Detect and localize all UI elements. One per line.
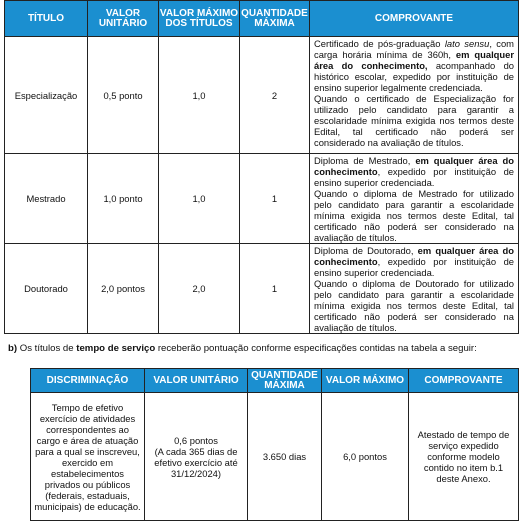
comprovante-paragraph (314, 245, 514, 278)
bold-span: tempo de serviço (76, 343, 156, 354)
comprovante-paragraph (314, 38, 514, 93)
comprovante-paragraph (314, 155, 514, 188)
table-row (5, 154, 519, 244)
cell-comprovante: Atestado de tempo de serviço expedido conforme modelo contido no item b.1 deste Anexo. (409, 393, 519, 521)
cell-valor-unitario: 1,0 ponto (88, 154, 159, 244)
cell-titulo: Mestrado (5, 154, 88, 244)
text-span: , expedido por instituição de ensino superior credenciada. (314, 256, 514, 278)
text-span: Diploma de Doutorado, (314, 245, 418, 256)
header-valor-unitario: VALOR UNITÁRIO (145, 369, 248, 393)
header-quantidade: QUANTIDADE MÁXIMA (240, 1, 310, 37)
tempo-servico-table (30, 368, 519, 521)
cell-comprovante (310, 154, 519, 244)
text-span: Diploma de Mestrado, (314, 155, 416, 166)
titulos-table (4, 0, 519, 334)
text-span: receberão pontuação conforme especificações contidas na tabela a seguir: (155, 343, 477, 354)
header-quantidade: QUANTIDADE MÁXIMA (248, 369, 322, 393)
comprovante-paragraph: Quando o diploma de Mestrado for utilizado pelo candidato para garantir a escolaridade mínima exigida nos termos deste Edital, tal certificado não poderá ser considerado na avaliação de títulos. (314, 188, 514, 243)
valor-unitario-main: 0,6 pontos (174, 434, 218, 446)
cell-quantidade: 2 (240, 37, 310, 154)
table-row (5, 37, 519, 154)
comprovante-paragraph: Quando o diploma de Doutorado for utilizado pelo candidato para garantir a escolaridade mínima exigida nos termos deste Edital, tal certificado não poderá ser considerado na avaliação de títulos. (314, 278, 514, 333)
header-comprovante: COMPROVANTE (310, 1, 519, 37)
cell-quantidade: 3.650 dias (248, 393, 322, 521)
text-span: acompanhado do histórico escolar, expedido por instituição de ensino superior legalmente credenciada. (314, 60, 515, 93)
header-valor-unitario: VALOR UNITÁRIO (88, 1, 159, 37)
cell-valor-maximo: 6,0 pontos (322, 393, 409, 521)
bold-span: em qualquer área do conhecimento (314, 245, 514, 267)
table-row (5, 244, 519, 334)
cell-titulo: Especialização (5, 37, 88, 154)
valor-unitario-note: (A cada 365 dias de efetivo exercício até 31/12/2024) (154, 445, 238, 479)
text-span: Os títulos de (17, 343, 77, 354)
cell-discriminacao: Tempo de efetivo exercício de atividades correspondentes ao cargo e área de atuação para a qual se inscreveu, exercido em estabelecimentos privados ou públicos (federais, estaduais, municipais) de educação. (31, 393, 145, 521)
cell-valor-maximo: 1,0 (159, 37, 240, 154)
text-span: , expedido por instituição de ensino superior credenciada. (314, 166, 514, 188)
cell-comprovante (310, 244, 519, 334)
cell-valor-unitario: 2,0 pontos (88, 244, 159, 334)
text-span: Certificado de pós-graduação (314, 38, 445, 49)
item-letter: b) (8, 343, 18, 354)
cell-valor-unitario: 0,5 ponto (88, 37, 159, 154)
cell-comprovante (310, 37, 519, 154)
cell-quantidade: 1 (240, 244, 310, 334)
header-discriminacao: DISCRIMINAÇÃO (31, 369, 145, 393)
cell-valor-unitario (145, 393, 248, 521)
bold-span: em qualquer área do conhecimento, (314, 49, 514, 71)
header-valor-maximo: VALOR MÁXIMO (322, 369, 409, 393)
italic-span: lato sensu (444, 38, 490, 49)
table-row (31, 393, 519, 521)
comprovante-paragraph: Quando o certificado de Especialização for utilizado pelo candidato para garantir a escolaridade mínima exigida nos termos deste Edital, tal certificado não poderá ser considerado na avaliação de títulos. (314, 93, 514, 148)
tempo-servico-intro (8, 343, 477, 355)
cell-titulo: Doutorado (5, 244, 88, 334)
bold-span: em qualquer área do conhecimento (314, 155, 514, 177)
cell-valor-maximo: 1,0 (159, 154, 240, 244)
header-titulo: TÍTULO (5, 1, 88, 37)
cell-valor-maximo: 2,0 (159, 244, 240, 334)
header-valor-maximo: VALOR MÁXIMO DOS TÍTULOS (159, 1, 240, 37)
cell-quantidade: 1 (240, 154, 310, 244)
header-comprovante: COMPROVANTE (409, 369, 519, 393)
text-span: , com carga horária mínima de 360h, (314, 38, 514, 60)
